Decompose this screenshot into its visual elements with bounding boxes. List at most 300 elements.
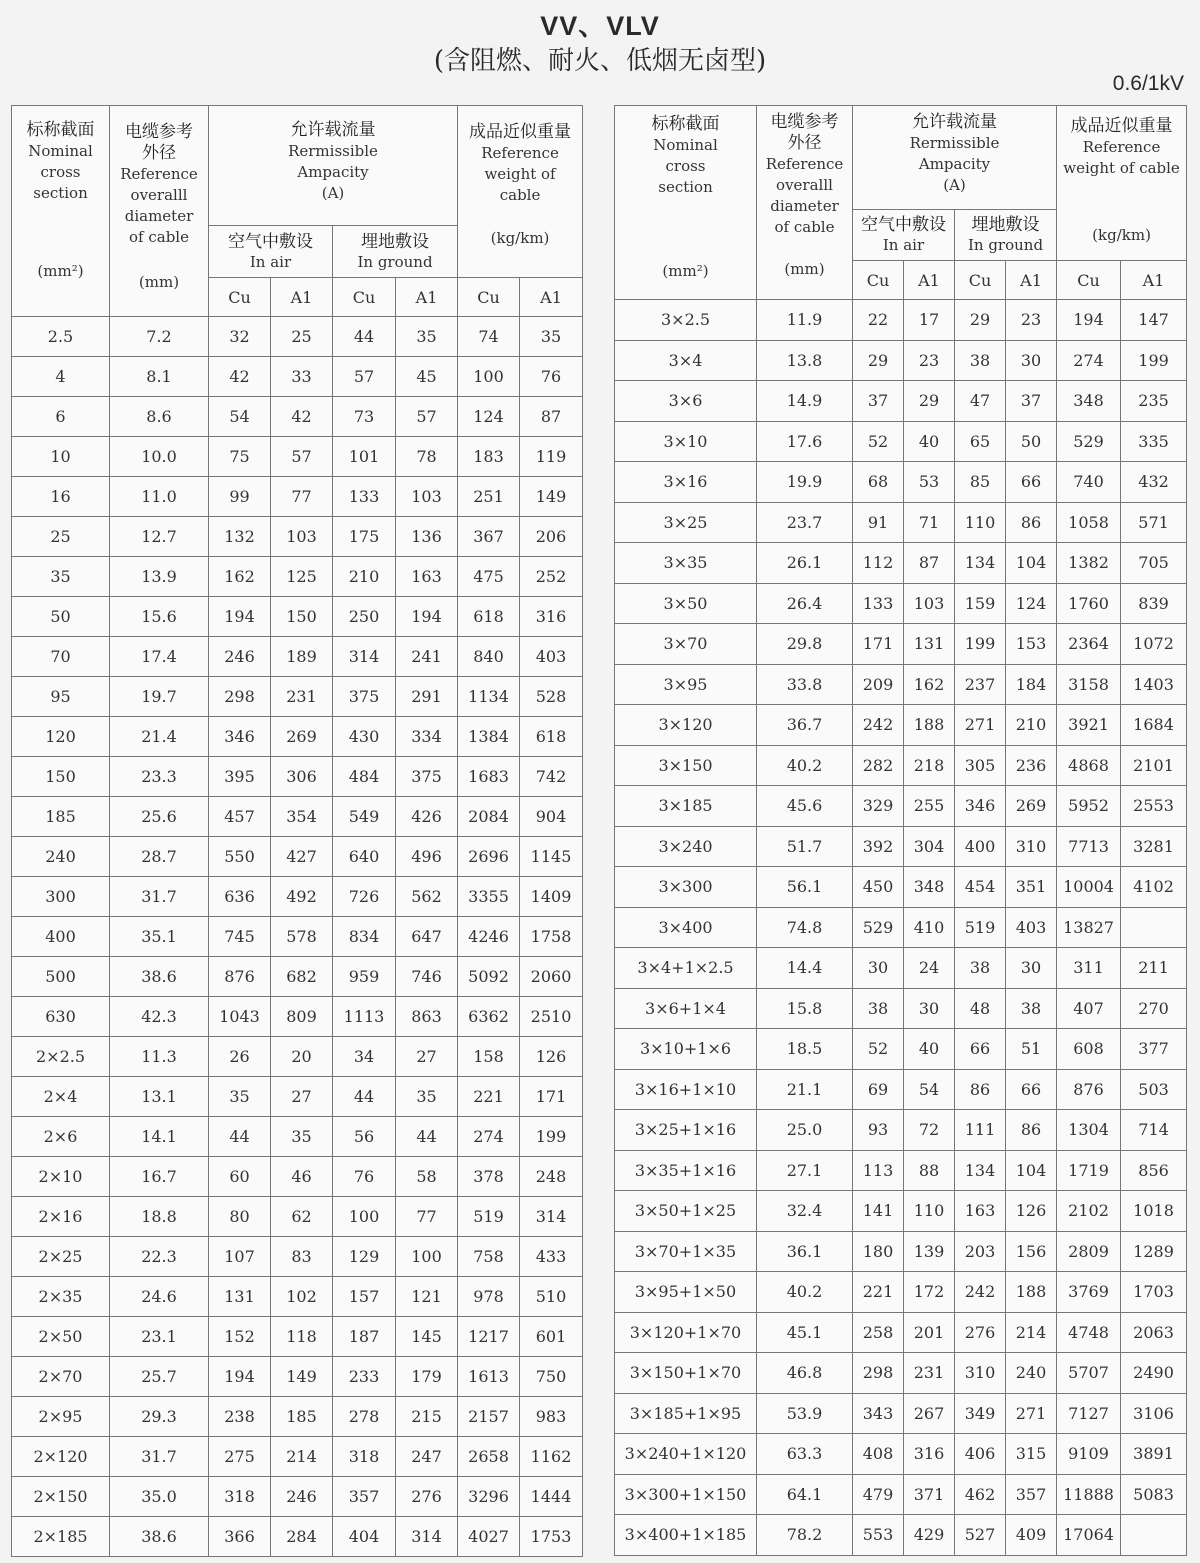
table-row	[12, 1317, 583, 1357]
diameter-cell: 18.5	[757, 1029, 853, 1070]
table-row	[12, 1397, 583, 1437]
air-al-cell: 284	[271, 1517, 333, 1557]
weight-cu-cell: 519	[458, 1197, 520, 1237]
ground-al-cell: 104	[1006, 1150, 1057, 1191]
ground-cu-cell: 34	[333, 1037, 396, 1077]
air-al-cell: 24	[904, 948, 955, 989]
diameter-header-en: Reference	[120, 165, 198, 183]
weight-header-en: weight of	[484, 165, 556, 183]
weight-cu-cell: 13827	[1057, 907, 1121, 948]
table-row	[12, 477, 583, 517]
air-al-cell: 172	[904, 1272, 955, 1313]
al-header: A1	[271, 278, 333, 317]
table-row	[12, 837, 583, 877]
in-air-zh: 空气中敷设	[228, 231, 313, 252]
ampacity-header-zh: 允许载流量	[290, 120, 376, 140]
in-ground-zh: 埋地敷设	[361, 231, 430, 252]
diameter-cell: 13.8	[757, 340, 853, 381]
section-cell: 3×95	[615, 664, 757, 705]
ground-cu-cell: 44	[333, 1077, 396, 1117]
weight-cu-cell: 2658	[458, 1437, 520, 1477]
ground-cu-cell: 404	[333, 1517, 396, 1557]
in-air-header	[209, 226, 333, 278]
section-header-en: section	[33, 184, 88, 202]
weight-cu-cell: 608	[1057, 1029, 1121, 1070]
weight-cu-cell: 74	[458, 317, 520, 357]
air-al-cell: 77	[271, 477, 333, 517]
ground-cu-cell: 305	[955, 745, 1006, 786]
weight-al-cell: 211	[1121, 948, 1187, 989]
weight-al-cell: 2063	[1121, 1312, 1187, 1353]
section-cell: 2×16	[12, 1197, 110, 1237]
table-row	[615, 786, 1187, 827]
diameter-cell: 45.6	[757, 786, 853, 827]
section-cell: 2×4	[12, 1077, 110, 1117]
diameter-cell: 13.1	[110, 1077, 209, 1117]
air-cu-cell: 80	[209, 1197, 271, 1237]
weight-al-cell: 2553	[1121, 786, 1187, 827]
diameter-cell: 22.3	[110, 1237, 209, 1277]
table-row	[12, 1477, 583, 1517]
ground-cu-cell: 86	[955, 1069, 1006, 1110]
air-al-cell: 188	[904, 705, 955, 746]
weight-al-cell: 316	[520, 597, 583, 637]
diameter-cell: 7.2	[110, 317, 209, 357]
diameter-cell: 8.1	[110, 357, 209, 397]
weight-cu-cell: 2809	[1057, 1231, 1121, 1272]
air-cu-cell: 132	[209, 517, 271, 557]
table-row	[615, 1312, 1187, 1353]
section-cell: 10	[12, 437, 110, 477]
section-cell: 16	[12, 477, 110, 517]
ground-cu-cell: 314	[333, 637, 396, 677]
ground-cu-cell: 29	[955, 300, 1006, 341]
section-cell: 3×2.5	[615, 300, 757, 341]
air-cu-cell: 52	[853, 1029, 904, 1070]
ground-al-cell: 156	[1006, 1231, 1057, 1272]
diameter-cell: 14.9	[757, 381, 853, 422]
weight-al-cell: 149	[520, 477, 583, 517]
section-cell: 2×2.5	[12, 1037, 110, 1077]
table-row	[615, 381, 1187, 422]
air-cu-cell: 343	[853, 1393, 904, 1434]
section-cell: 3×240+1×120	[615, 1434, 757, 1475]
diameter-header-en: Reference	[765, 155, 844, 173]
ground-al-cell: 403	[1006, 907, 1057, 948]
section-cell: 400	[12, 917, 110, 957]
weight-header-zh: 成品近似重量	[1070, 116, 1173, 136]
air-cu-cell: 37	[853, 381, 904, 422]
ground-al-cell: 863	[396, 997, 458, 1037]
section-cell: 25	[12, 517, 110, 557]
document-title: VV、VLV	[540, 11, 660, 41]
ground-cu-cell: 640	[333, 837, 396, 877]
table-row	[12, 1277, 583, 1317]
table-row	[12, 757, 583, 797]
in-air-en: In air	[882, 236, 925, 254]
weight-cu-cell: 475	[458, 557, 520, 597]
diameter-cell: 15.6	[110, 597, 209, 637]
diameter-cell: 64.1	[757, 1474, 853, 1515]
table-row	[12, 957, 583, 997]
ground-cu-cell: 357	[333, 1477, 396, 1517]
air-cu-cell: 298	[853, 1353, 904, 1394]
ground-al-cell: 276	[396, 1477, 458, 1517]
section-cell: 2×35	[12, 1277, 110, 1317]
table-row	[12, 557, 583, 597]
weight-cu-cell: 5092	[458, 957, 520, 997]
table-row	[615, 988, 1187, 1029]
diameter-header	[757, 106, 853, 300]
weight-al-cell: 1758	[520, 917, 583, 957]
weight-al-cell: 171	[520, 1077, 583, 1117]
ground-cu-cell: 375	[333, 677, 396, 717]
section-cell: 3×300+1×150	[615, 1474, 757, 1515]
table-row	[12, 917, 583, 957]
air-cu-cell: 171	[853, 624, 904, 665]
weight-cu-cell: 1217	[458, 1317, 520, 1357]
weight-al-cell: 1162	[520, 1437, 583, 1477]
in-air-header	[853, 210, 955, 261]
section-cell: 50	[12, 597, 110, 637]
weight-al-cell: 3891	[1121, 1434, 1187, 1475]
air-cu-cell: 35	[209, 1077, 271, 1117]
table-row	[12, 1117, 583, 1157]
table-row	[615, 867, 1187, 908]
section-cell: 2.5	[12, 317, 110, 357]
air-cu-cell: 346	[209, 717, 271, 757]
weight-al-cell: 147	[1121, 300, 1187, 341]
weight-cu-cell: 1683	[458, 757, 520, 797]
air-al-cell: 23	[904, 340, 955, 381]
weight-al-cell: 839	[1121, 583, 1187, 624]
air-cu-cell: 298	[209, 677, 271, 717]
diameter-cell: 40.2	[757, 745, 853, 786]
section-cell: 3×240	[615, 826, 757, 867]
diameter-cell: 14.1	[110, 1117, 209, 1157]
section-header-en: Nominal	[653, 136, 718, 154]
table-row	[615, 421, 1187, 462]
ground-cu-cell: 134	[955, 1150, 1006, 1191]
ground-cu-cell: 310	[955, 1353, 1006, 1394]
table-row	[615, 1029, 1187, 1070]
diameter-cell: 17.4	[110, 637, 209, 677]
in-air-zh: 空气中敷设	[861, 215, 946, 235]
section-cell: 3×6+1×4	[615, 988, 757, 1029]
table-row	[615, 664, 1187, 705]
ampacity-header-en: Rermissible	[909, 134, 1000, 152]
air-al-cell: 131	[904, 624, 955, 665]
ground-al-cell: 86	[1006, 502, 1057, 543]
weight-al-cell: 335	[1121, 421, 1187, 462]
ground-al-cell: 210	[1006, 705, 1057, 746]
section-cell: 4	[12, 357, 110, 397]
air-cu-cell: 221	[853, 1272, 904, 1313]
ground-cu-cell: 159	[955, 583, 1006, 624]
cu-header: Cu	[209, 278, 271, 317]
air-al-cell: 83	[271, 1237, 333, 1277]
air-al-cell: 354	[271, 797, 333, 837]
section-cell: 95	[12, 677, 110, 717]
air-al-cell: 809	[271, 997, 333, 1037]
ground-cu-cell: 237	[955, 664, 1006, 705]
air-al-cell: 304	[904, 826, 955, 867]
section-cell: 3×400	[615, 907, 757, 948]
table-row	[12, 1437, 583, 1477]
table-row	[615, 1150, 1187, 1191]
ground-al-cell: 334	[396, 717, 458, 757]
air-cu-cell: 133	[853, 583, 904, 624]
al-header: A1	[904, 261, 955, 300]
air-al-cell: 410	[904, 907, 955, 948]
ground-al-cell: 409	[1006, 1515, 1057, 1556]
section-cell: 3×35+1×16	[615, 1150, 757, 1191]
ground-cu-cell: 85	[955, 462, 1006, 503]
weight-al-cell: 1703	[1121, 1272, 1187, 1313]
right-table-body	[615, 300, 1187, 1556]
diameter-cell: 25.0	[757, 1110, 853, 1151]
table-row	[12, 357, 583, 397]
air-al-cell: 316	[904, 1434, 955, 1475]
right-spec-table	[614, 105, 1187, 1556]
weight-cu-cell: 10004	[1057, 867, 1121, 908]
ground-al-cell: 375	[396, 757, 458, 797]
table-row	[12, 317, 583, 357]
left-spec-table	[11, 105, 583, 1557]
ground-al-cell: 426	[396, 797, 458, 837]
weight-al-cell: 35	[520, 317, 583, 357]
ampacity-header-en: Rermissible	[288, 142, 378, 160]
section-cell: 3×150	[615, 745, 757, 786]
weight-header-en: weight of cable	[1063, 159, 1180, 177]
air-al-cell: 201	[904, 1312, 955, 1353]
ground-cu-cell: 1113	[333, 997, 396, 1037]
ground-al-cell: 271	[1006, 1393, 1057, 1434]
air-al-cell: 30	[904, 988, 955, 1029]
air-al-cell: 492	[271, 877, 333, 917]
ground-al-cell: 121	[396, 1277, 458, 1317]
diameter-header-zh: 电缆参考	[770, 112, 839, 132]
section-cell: 2×50	[12, 1317, 110, 1357]
ground-al-cell: 77	[396, 1197, 458, 1237]
section-cell: 3×50	[615, 583, 757, 624]
table-row	[615, 1515, 1187, 1556]
air-al-cell: 25	[271, 317, 333, 357]
ground-al-cell: 188	[1006, 1272, 1057, 1313]
ground-al-cell: 50	[1006, 421, 1057, 462]
ground-cu-cell: 44	[333, 317, 396, 357]
air-al-cell: 139	[904, 1231, 955, 1272]
ground-cu-cell: 271	[955, 705, 1006, 746]
diameter-cell: 11.9	[757, 300, 853, 341]
ground-cu-cell: 549	[333, 797, 396, 837]
ground-al-cell: 136	[396, 517, 458, 557]
al-header: A1	[520, 278, 583, 317]
weight-al-cell: 377	[1121, 1029, 1187, 1070]
air-al-cell: 35	[271, 1117, 333, 1157]
weight-cu-cell: 3769	[1057, 1272, 1121, 1313]
weight-cu-cell: 11888	[1057, 1474, 1121, 1515]
ground-al-cell: 647	[396, 917, 458, 957]
air-cu-cell: 745	[209, 917, 271, 957]
table-row	[12, 1357, 583, 1397]
air-cu-cell: 60	[209, 1157, 271, 1197]
air-al-cell: 231	[904, 1353, 955, 1394]
ground-cu-cell: 726	[333, 877, 396, 917]
diameter-cell: 23.7	[757, 502, 853, 543]
weight-al-cell: 1684	[1121, 705, 1187, 746]
weight-al-cell	[1121, 907, 1187, 948]
ampacity-header-en: (A)	[943, 176, 966, 194]
air-cu-cell: 209	[853, 664, 904, 705]
ground-al-cell: 291	[396, 677, 458, 717]
table-row	[615, 583, 1187, 624]
weight-al-cell: 87	[520, 397, 583, 437]
weight-al-cell: 3106	[1121, 1393, 1187, 1434]
section-cell: 3×4	[615, 340, 757, 381]
ground-cu-cell: 834	[333, 917, 396, 957]
diameter-header-zh: 电缆参考	[125, 122, 193, 142]
table-row	[615, 1069, 1187, 1110]
ground-cu-cell: 346	[955, 786, 1006, 827]
weight-cu-cell: 221	[458, 1077, 520, 1117]
air-cu-cell: 30	[853, 948, 904, 989]
weight-al-cell: 248	[520, 1157, 583, 1197]
air-cu-cell: 42	[209, 357, 271, 397]
air-al-cell: 189	[271, 637, 333, 677]
air-al-cell: 20	[271, 1037, 333, 1077]
ampacity-header	[209, 106, 458, 226]
air-cu-cell: 450	[853, 867, 904, 908]
weight-al-cell: 4102	[1121, 867, 1187, 908]
diameter-cell: 33.8	[757, 664, 853, 705]
section-cell: 3×6	[615, 381, 757, 422]
air-al-cell: 33	[271, 357, 333, 397]
ground-cu-cell: 233	[333, 1357, 396, 1397]
table-row	[12, 677, 583, 717]
ground-cu-cell: 527	[955, 1515, 1006, 1556]
ground-cu-cell: 38	[955, 340, 1006, 381]
air-cu-cell: 141	[853, 1191, 904, 1232]
air-al-cell: 267	[904, 1393, 955, 1434]
ground-al-cell: 746	[396, 957, 458, 997]
section-cell: 2×95	[12, 1397, 110, 1437]
weight-al-cell: 1018	[1121, 1191, 1187, 1232]
ground-al-cell: 44	[396, 1117, 458, 1157]
weight-cu-cell: 3921	[1057, 705, 1121, 746]
air-al-cell: 231	[271, 677, 333, 717]
table-row	[615, 1272, 1187, 1313]
section-cell: 3×185+1×95	[615, 1393, 757, 1434]
section-cell: 630	[12, 997, 110, 1037]
section-cell: 3×25+1×16	[615, 1110, 757, 1151]
al-header: A1	[1006, 261, 1057, 300]
document-subtitle: (含阻燃、耐火、低烟无卤型)	[433, 46, 767, 76]
ground-cu-cell: 250	[333, 597, 396, 637]
air-cu-cell: 99	[209, 477, 271, 517]
table-row	[12, 597, 583, 637]
section-cell: 6	[12, 397, 110, 437]
weight-cu-cell: 5952	[1057, 786, 1121, 827]
ground-al-cell: 37	[1006, 381, 1057, 422]
air-al-cell: 150	[271, 597, 333, 637]
weight-al-cell: 528	[520, 677, 583, 717]
section-cell: 240	[12, 837, 110, 877]
ground-cu-cell: 100	[333, 1197, 396, 1237]
air-al-cell: 102	[271, 1277, 333, 1317]
air-al-cell: 371	[904, 1474, 955, 1515]
ground-al-cell: 124	[1006, 583, 1057, 624]
table-row	[615, 1393, 1187, 1434]
section-cell: 150	[12, 757, 110, 797]
ground-al-cell: 315	[1006, 1434, 1057, 1475]
air-cu-cell: 395	[209, 757, 271, 797]
section-cell: 35	[12, 557, 110, 597]
ground-al-cell: 66	[1006, 462, 1057, 503]
section-cell: 3×185	[615, 786, 757, 827]
ground-cu-cell: 210	[333, 557, 396, 597]
air-al-cell: 427	[271, 837, 333, 877]
air-cu-cell: 275	[209, 1437, 271, 1477]
diameter-cell: 17.6	[757, 421, 853, 462]
ground-al-cell: 104	[1006, 543, 1057, 584]
weight-cu-cell: 2157	[458, 1397, 520, 1437]
diameter-cell: 19.7	[110, 677, 209, 717]
ground-al-cell: 153	[1006, 624, 1057, 665]
diameter-cell: 46.8	[757, 1353, 853, 1394]
air-cu-cell: 553	[853, 1515, 904, 1556]
weight-al-cell: 1409	[520, 877, 583, 917]
air-cu-cell: 1043	[209, 997, 271, 1037]
air-cu-cell: 44	[209, 1117, 271, 1157]
weight-al-cell: 571	[1121, 502, 1187, 543]
air-cu-cell: 529	[853, 907, 904, 948]
weight-cu-cell: 2364	[1057, 624, 1121, 665]
section-cell: 3×95+1×50	[615, 1272, 757, 1313]
ground-al-cell: 236	[1006, 745, 1057, 786]
weight-al-cell: 252	[520, 557, 583, 597]
diameter-cell: 56.1	[757, 867, 853, 908]
weight-cu-cell: 3355	[458, 877, 520, 917]
weight-al-cell: 76	[520, 357, 583, 397]
weight-cu-cell: 407	[1057, 988, 1121, 1029]
weight-al-cell: 126	[520, 1037, 583, 1077]
weight-cu-cell: 7713	[1057, 826, 1121, 867]
weight-cu-cell: 3158	[1057, 664, 1121, 705]
in-ground-en: In ground	[357, 252, 433, 271]
weight-cu-cell: 183	[458, 437, 520, 477]
air-cu-cell: 392	[853, 826, 904, 867]
table-row	[615, 1353, 1187, 1394]
ground-cu-cell: 278	[333, 1397, 396, 1437]
weight-al-cell: 206	[520, 517, 583, 557]
air-al-cell: 214	[271, 1437, 333, 1477]
ground-al-cell: 86	[1006, 1110, 1057, 1151]
diameter-cell: 51.7	[757, 826, 853, 867]
ground-cu-cell: 66	[955, 1029, 1006, 1070]
weight-al-cell: 199	[1121, 340, 1187, 381]
weight-cu-cell: 529	[1057, 421, 1121, 462]
ground-cu-cell: 199	[955, 624, 1006, 665]
section-header-en: section	[658, 178, 713, 196]
air-al-cell: 185	[271, 1397, 333, 1437]
in-ground-header	[333, 226, 458, 278]
weight-cu-cell: 1382	[1057, 543, 1121, 584]
ground-al-cell: 30	[1006, 340, 1057, 381]
ground-cu-cell: 48	[955, 988, 1006, 1029]
section-cell: 185	[12, 797, 110, 837]
weight-cu-cell: 158	[458, 1037, 520, 1077]
